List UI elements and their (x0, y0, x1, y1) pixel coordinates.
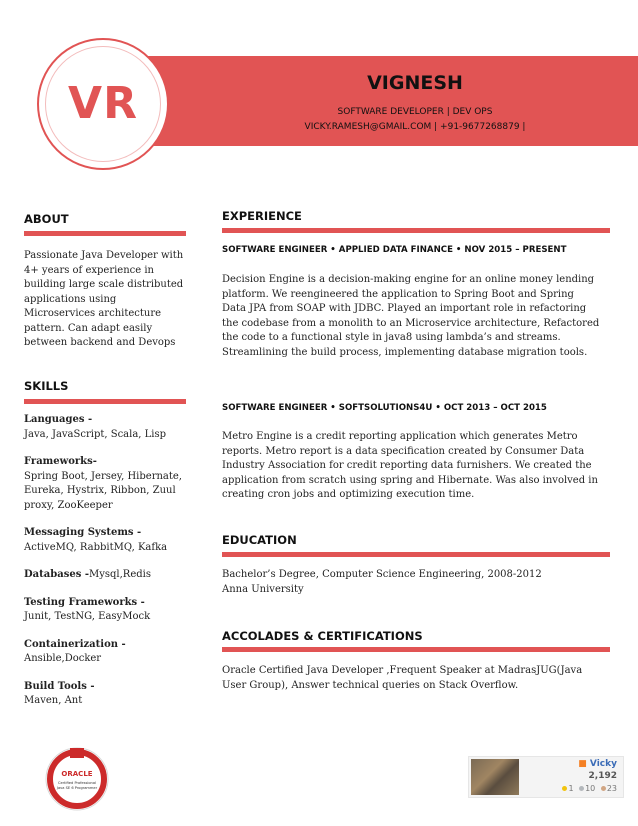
badge-line2: Java SE 6 Programmer (56, 786, 98, 790)
skill-value: Mysql,Redis (88, 569, 151, 580)
skill-item (24, 455, 194, 513)
bronze-badge-icon (601, 786, 606, 791)
skills-divider (24, 399, 186, 404)
skill-label: Messaging Systems - (24, 527, 142, 538)
stackoverflow-flair[interactable] (468, 756, 624, 798)
skill-label: Databases - (24, 569, 89, 580)
silver-badge-icon (579, 786, 584, 791)
skill-label: Frameworks- (24, 456, 97, 467)
education-text (222, 568, 602, 597)
skill-item (24, 638, 194, 667)
education-divider (222, 552, 610, 557)
accolades-title: ACCOLADES & CERTIFICATIONS (222, 629, 423, 643)
gold-count: 1 (568, 784, 574, 793)
education-school: Anna University (222, 583, 304, 595)
gold-badge-icon (562, 786, 567, 791)
badge-line1: Certified Professional (57, 781, 97, 785)
badge-brand: ORACLE (61, 770, 93, 778)
job-description: Metro Engine is a credit reporting application which generates Metro reports. Metro report is a data specification created by Consumer Data Industry Association for credit reporting data furnishers. We created the application from scratch using spring and Hibernate. Was also involved in creating cron jobs and optimizing execution time. (222, 431, 598, 500)
bronze-count: 23 (606, 784, 617, 793)
about-text: Passionate Java Developer with 4+ years of experience in building large scale distributed applications using Microservices architecture pattern. Can adapt easily between backend and Devops (24, 250, 184, 348)
about-divider (24, 231, 186, 236)
skill-item (24, 526, 194, 555)
accolades-divider (222, 647, 610, 652)
candidate-role: SOFTWARE DEVELOPER | DEV OPS (337, 107, 493, 117)
header-banner (104, 56, 638, 146)
skill-value: Maven, Ant (24, 695, 83, 706)
skill-item (24, 413, 194, 442)
skill-item (24, 680, 194, 709)
about-title: ABOUT (24, 212, 69, 226)
skills-list (24, 413, 194, 722)
job-title: SOFTWARE ENGINEER • APPLIED DATA FINANCE • NOV 2015 – PRESENT (222, 245, 567, 255)
avatar (471, 759, 519, 795)
so-username (578, 759, 617, 769)
skill-label: Languages - (24, 414, 93, 425)
skill-value: ActiveMQ, RabbitMQ, Kafka (24, 541, 168, 553)
education-title: EDUCATION (222, 533, 297, 547)
skill-label: Build Tools - (24, 680, 95, 692)
accolades-text: Oracle Certified Java Developer ,Frequent Speaker at MadrasJUG(Java User Group), Answer technical queries on Stack Overflow. (222, 665, 583, 691)
so-badges (559, 784, 617, 793)
stackoverflow-icon: ■ (578, 759, 587, 769)
skill-item (24, 568, 194, 583)
skill-value: Junit, TestNG, EasyMock (24, 611, 151, 622)
skills-title: SKILLS (24, 379, 69, 393)
skill-value: Spring Boot, Jersey, Hibernate, Eureka, Hystrix, Ribbon, Zuul proxy, ZooKeeper (24, 470, 182, 511)
job-description: Decision Engine is a decision-making engine for an online money lending platform. We reengineered the application to Spring Boot and Spring Data JPA from SOAP with JDBC. Played an important role in refactoring the codebase from a monolith to an Microservice architecture, Refactored the code to a functional style in java8 using lambda’s and streams. Streamlining the build process, implementing database migration tools. (222, 274, 600, 358)
skill-item (24, 596, 194, 625)
candidate-contact: VICKY.RAMESH@GMAIL.COM | +91-9677268879 | (304, 122, 526, 132)
oracle-certified-badge-icon (44, 746, 110, 812)
so-username-text: Vicky (589, 759, 617, 769)
job-title: SOFTWARE ENGINEER • SOFTSOLUTIONS4U • OCT 2013 – OCT 2015 (222, 403, 547, 413)
skill-value: Java, JavaScript, Scala, Lisp (24, 428, 167, 440)
skill-label: Testing Frameworks - (24, 596, 145, 608)
education-degree: Bachelor’s Degree, Computer Science Engineering, 2008-2012 (222, 569, 542, 580)
so-reputation: 2,192 (588, 771, 617, 781)
candidate-name: VIGNESH (367, 72, 463, 94)
experience-divider (222, 228, 610, 233)
skill-label: Containerization - (24, 638, 126, 650)
experience-title: EXPERIENCE (222, 209, 302, 223)
initials: VR (68, 78, 138, 129)
skill-value: Ansible,Docker (24, 653, 102, 664)
silver-count: 10 (585, 784, 596, 793)
